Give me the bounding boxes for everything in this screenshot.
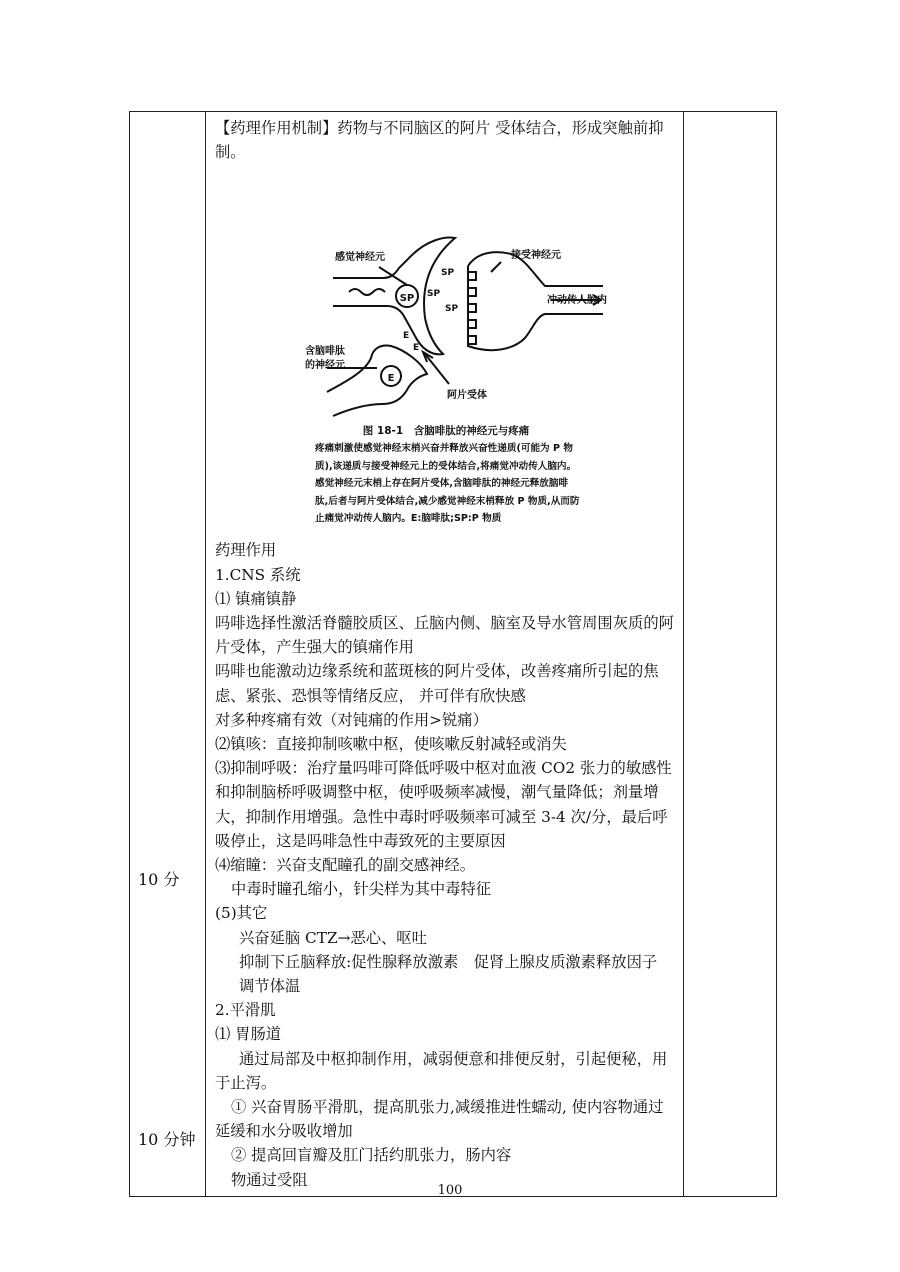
caption-line: 感觉神经元末梢上存在阿片受体,含脑啡肽的神经元释放脑啡	[315, 478, 569, 490]
cns-miosis-detail: 中毒时瞳孔缩小，针尖样为其中毒特征	[231, 880, 492, 899]
table-row	[130, 112, 777, 1197]
cns-respiratory: ⑶抑制呼吸：治疗量吗啡可降低呼吸中枢对血液 CO2 张力的敏感性和抑制脑桥呼吸调整中枢，使呼吸频率减慢，潮气量降低；剂量增大，抑制作用增强。急性中毒时呼吸频率可减至 3-4 次/分，最后呼吸停止，这是吗啡急性中毒致死的主要原因	[215, 759, 672, 850]
sp-circle-label: SP	[399, 293, 415, 305]
mechanism-heading: 【药理作用机制】	[215, 119, 338, 137]
sp-label-1: SP	[441, 268, 455, 279]
sp-label-3: SP	[445, 304, 459, 315]
sp-label-2: SP	[427, 289, 441, 300]
smooth-muscle-title: 2.平滑肌	[215, 1001, 276, 1020]
gi-p1: 通过局部及中枢抑制作用，减弱便意和排便反射，引起便秘，用于止泻。	[215, 1049, 668, 1092]
time-label-first: 10 分	[138, 870, 180, 889]
caption-line: 肽,后者与阿片受体结合,减少感觉神经末梢释放 P 物质,从而防	[315, 495, 580, 507]
time-column	[130, 112, 206, 1197]
sensory-neuron-label: 感觉神经元	[335, 252, 385, 264]
cns-antitussive: ⑵镇咳：直接抑制咳嗽中枢，使咳嗽反射减轻或消失	[215, 735, 567, 754]
mechanism-paragraph	[215, 116, 677, 164]
e-label-2: E	[413, 343, 420, 354]
time-label-second: 10 分钟	[138, 1130, 196, 1149]
cns-other-c: 调节体温	[239, 977, 301, 996]
opioid-receptor-label: 阿片受体	[447, 390, 487, 402]
cns-other-a: 兴奋延脑 CTZ→恶心、呕吐	[239, 928, 427, 947]
gi-title: ⑴ 胃肠道	[215, 1025, 282, 1044]
cns-miosis: ⑷缩瞳：兴奋支配瞳孔的副交感神经。	[215, 856, 476, 875]
caption-line: 质),该递质与接受神经元上的受体结合,将痛觉冲动传人脑内。	[315, 460, 577, 472]
page-number: 100	[437, 1183, 463, 1198]
e-label-1: E	[403, 331, 410, 342]
gi-p2: ① 兴奋胃肠平滑肌，提高肌张力,减缓推进性蠕动, 使内容物通过延缓和水分吸收增加	[215, 1098, 664, 1141]
content-body	[206, 112, 683, 1196]
cns-analgesia-title: ⑴ 镇痛镇静	[215, 589, 297, 608]
gi-p3: ② 提高回盲瓣及肛门括约肌张力，肠内容	[231, 1146, 512, 1165]
cns-other-b: 抑制下丘脑释放:促性腺释放激素 促肾上腺皮质激素释放因子	[239, 952, 658, 971]
synapse-diagram	[215, 168, 677, 418]
enkephalin-neuron-label-2: 的神经元	[305, 360, 345, 372]
cns-title: 1.CNS 系统	[215, 565, 301, 584]
gi-p4: 物通过受阻	[231, 1170, 308, 1189]
figure-caption-body	[315, 440, 615, 528]
receiving-neuron-label: 接受神经元	[511, 250, 561, 262]
caption-line: 疼痛刺激使感觉神经末梢兴奋并释放兴奋性递质(可能为 P 物	[315, 443, 573, 455]
cns-analgesia-p3: 对多种疼痛有效（对钝痛的作用>锐痛）	[215, 710, 488, 729]
section-title: 药理作用	[215, 541, 277, 560]
e-circle-label: E	[387, 373, 395, 385]
mechanism-text: 药物与不同脑区的阿片 受体结合，形成突触前抑制。	[215, 119, 664, 162]
impulse-label: 冲动传人脑内	[547, 295, 607, 307]
synapse-figure	[215, 168, 677, 538]
cns-analgesia-p1: 吗啡选择性激活脊髓胶质区、丘脑内侧、脑室及导水管周围灰质的阿片受体，产生强大的镇痛作用	[215, 614, 674, 657]
cns-analgesia-p2: 吗啡也能激动边缘系统和蓝斑核的阿片受体，改善疼痛所引起的焦虑、紧张、恐惧等情绪反应， 并可伴有欣快感	[215, 662, 659, 705]
cns-other-title: (5)其它	[215, 904, 268, 923]
enkephalin-neuron-label-1: 含脑啡肽	[305, 346, 345, 358]
content-column	[206, 112, 684, 1197]
figure-caption-title: 图 18-1 含脑啡肽的神经元与疼痛	[362, 425, 530, 438]
notes-column	[684, 112, 777, 1197]
caption-line: 止痛觉冲动传人脑内。E:脑啡肽;SP:P 物质	[315, 513, 502, 525]
lesson-table	[129, 111, 777, 1197]
